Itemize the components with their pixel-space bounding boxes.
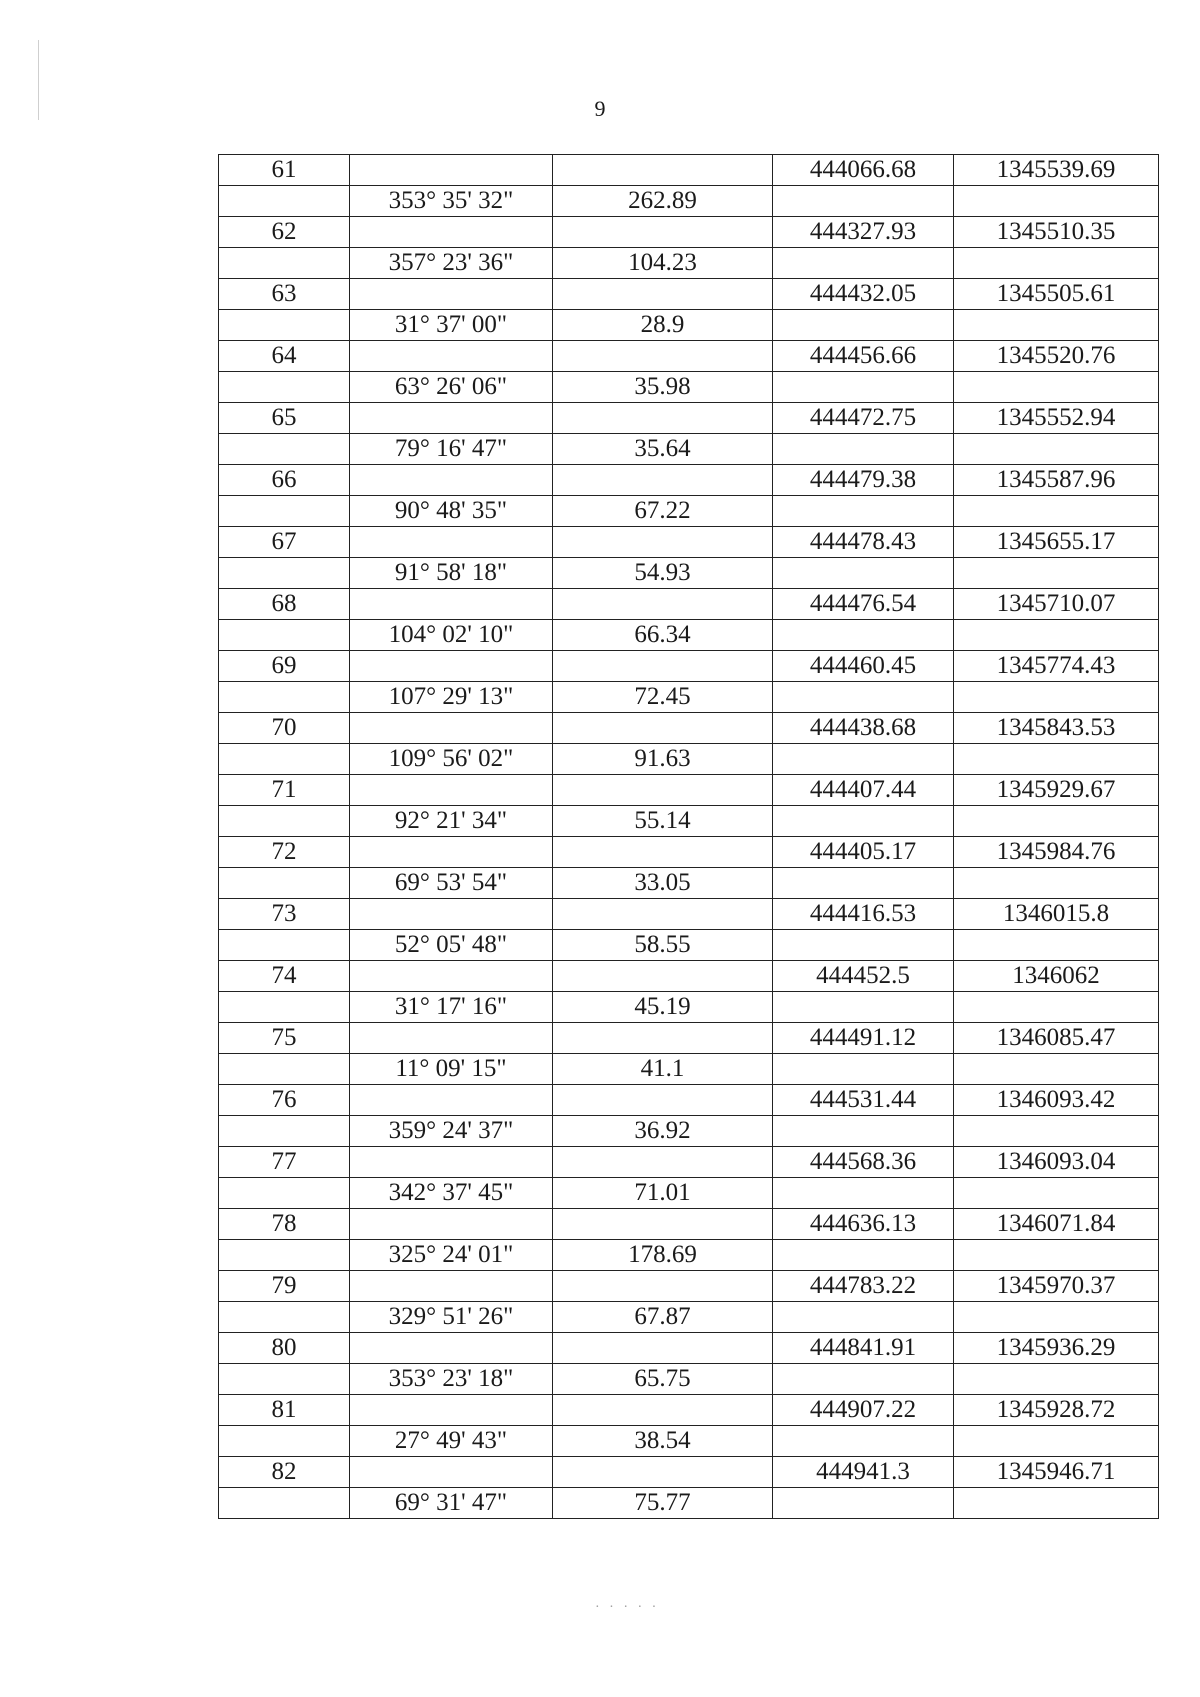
bearing-cell: 90° 48' 35"	[350, 496, 553, 527]
northing-cell: 444841.91	[773, 1333, 954, 1364]
easting-cell	[954, 434, 1159, 465]
bearing-cell: 353° 23' 18"	[350, 1364, 553, 1395]
table-row	[219, 1240, 1159, 1271]
station-cell	[219, 744, 350, 775]
easting-cell: 1345520.76	[954, 341, 1159, 372]
distance-cell	[553, 961, 773, 992]
table-row	[219, 1023, 1159, 1054]
distance-cell	[553, 1395, 773, 1426]
easting-cell	[954, 310, 1159, 341]
distance-cell	[553, 155, 773, 186]
table-row	[219, 806, 1159, 837]
easting-cell: 1345936.29	[954, 1333, 1159, 1364]
easting-cell: 1345655.17	[954, 527, 1159, 558]
northing-cell	[773, 682, 954, 713]
table-row	[219, 372, 1159, 403]
bearing-cell	[350, 1147, 553, 1178]
station-cell	[219, 1116, 350, 1147]
northing-cell	[773, 310, 954, 341]
table-row	[219, 496, 1159, 527]
bearing-cell	[350, 1271, 553, 1302]
northing-cell: 444438.68	[773, 713, 954, 744]
station-cell: 71	[219, 775, 350, 806]
distance-cell: 54.93	[553, 558, 773, 589]
bearing-cell: 52° 05' 48"	[350, 930, 553, 961]
bearing-cell	[350, 465, 553, 496]
easting-cell	[954, 1364, 1159, 1395]
distance-cell	[553, 1457, 773, 1488]
station-cell: 73	[219, 899, 350, 930]
scan-smudge: · · · · ·	[595, 1600, 660, 1615]
table-row	[219, 620, 1159, 651]
easting-cell	[954, 1302, 1159, 1333]
distance-cell	[553, 1333, 773, 1364]
station-cell	[219, 868, 350, 899]
bearing-cell	[350, 1395, 553, 1426]
station-cell	[219, 558, 350, 589]
station-cell	[219, 1302, 350, 1333]
table-row	[219, 434, 1159, 465]
table-row	[219, 403, 1159, 434]
station-cell: 68	[219, 589, 350, 620]
distance-cell	[553, 1147, 773, 1178]
distance-cell: 58.55	[553, 930, 773, 961]
bearing-cell	[350, 155, 553, 186]
station-cell	[219, 1178, 350, 1209]
northing-cell	[773, 558, 954, 589]
station-cell	[219, 1364, 350, 1395]
easting-cell: 1345510.35	[954, 217, 1159, 248]
station-cell: 78	[219, 1209, 350, 1240]
northing-cell	[773, 1488, 954, 1519]
northing-cell: 444479.38	[773, 465, 954, 496]
bearing-cell: 357° 23' 36"	[350, 248, 553, 279]
easting-cell: 1346085.47	[954, 1023, 1159, 1054]
easting-cell: 1345929.67	[954, 775, 1159, 806]
northing-cell	[773, 372, 954, 403]
bearing-cell	[350, 837, 553, 868]
distance-cell: 72.45	[553, 682, 773, 713]
table-row	[219, 837, 1159, 868]
distance-cell: 104.23	[553, 248, 773, 279]
northing-cell: 444452.5	[773, 961, 954, 992]
northing-cell	[773, 620, 954, 651]
station-cell	[219, 310, 350, 341]
table-row	[219, 1147, 1159, 1178]
distance-cell: 75.77	[553, 1488, 773, 1519]
northing-cell: 444491.12	[773, 1023, 954, 1054]
easting-cell	[954, 1116, 1159, 1147]
distance-cell: 66.34	[553, 620, 773, 651]
northing-cell: 444531.44	[773, 1085, 954, 1116]
station-cell: 76	[219, 1085, 350, 1116]
easting-cell: 1346062	[954, 961, 1159, 992]
northing-cell	[773, 1240, 954, 1271]
northing-cell: 444941.3	[773, 1457, 954, 1488]
station-cell: 82	[219, 1457, 350, 1488]
northing-cell: 444456.66	[773, 341, 954, 372]
station-cell	[219, 930, 350, 961]
northing-cell	[773, 1426, 954, 1457]
easting-cell	[954, 806, 1159, 837]
bearing-cell: 109° 56' 02"	[350, 744, 553, 775]
distance-cell: 38.54	[553, 1426, 773, 1457]
northing-cell	[773, 248, 954, 279]
table-row	[219, 713, 1159, 744]
coordinates-table	[218, 154, 1159, 1519]
station-cell	[219, 434, 350, 465]
northing-cell	[773, 1116, 954, 1147]
table-body	[219, 155, 1159, 1519]
northing-cell: 444432.05	[773, 279, 954, 310]
northing-cell: 444066.68	[773, 155, 954, 186]
distance-cell	[553, 465, 773, 496]
table-row	[219, 1302, 1159, 1333]
bearing-cell	[350, 899, 553, 930]
northing-cell: 444460.45	[773, 651, 954, 682]
distance-cell: 55.14	[553, 806, 773, 837]
easting-cell: 1345928.72	[954, 1395, 1159, 1426]
bearing-cell	[350, 341, 553, 372]
easting-cell	[954, 372, 1159, 403]
bearing-cell: 11° 09' 15"	[350, 1054, 553, 1085]
station-cell	[219, 496, 350, 527]
easting-cell	[954, 558, 1159, 589]
easting-cell: 1345774.43	[954, 651, 1159, 682]
easting-cell	[954, 682, 1159, 713]
table-row	[219, 186, 1159, 217]
distance-cell	[553, 1023, 773, 1054]
northing-cell	[773, 186, 954, 217]
bearing-cell: 353° 35' 32"	[350, 186, 553, 217]
northing-cell: 444636.13	[773, 1209, 954, 1240]
table-row	[219, 1426, 1159, 1457]
northing-cell	[773, 992, 954, 1023]
table-row	[219, 682, 1159, 713]
distance-cell: 67.22	[553, 496, 773, 527]
bearing-cell	[350, 403, 553, 434]
distance-cell	[553, 279, 773, 310]
bearing-cell: 342° 37' 45"	[350, 1178, 553, 1209]
table-row	[219, 310, 1159, 341]
station-cell: 62	[219, 217, 350, 248]
bearing-cell	[350, 1209, 553, 1240]
bearing-cell: 69° 31' 47"	[350, 1488, 553, 1519]
easting-cell	[954, 1426, 1159, 1457]
station-cell	[219, 620, 350, 651]
table-row	[219, 527, 1159, 558]
northing-cell: 444907.22	[773, 1395, 954, 1426]
station-cell	[219, 1054, 350, 1085]
easting-cell	[954, 620, 1159, 651]
distance-cell: 65.75	[553, 1364, 773, 1395]
table-row	[219, 155, 1159, 186]
station-cell	[219, 1426, 350, 1457]
bearing-cell	[350, 1085, 553, 1116]
station-cell	[219, 186, 350, 217]
table-row	[219, 1054, 1159, 1085]
easting-cell: 1345946.71	[954, 1457, 1159, 1488]
northing-cell	[773, 744, 954, 775]
bearing-cell: 27° 49' 43"	[350, 1426, 553, 1457]
easting-cell	[954, 930, 1159, 961]
bearing-cell	[350, 589, 553, 620]
northing-cell: 444478.43	[773, 527, 954, 558]
distance-cell: 28.9	[553, 310, 773, 341]
distance-cell	[553, 217, 773, 248]
distance-cell	[553, 1209, 773, 1240]
northing-cell	[773, 806, 954, 837]
bearing-cell: 79° 16' 47"	[350, 434, 553, 465]
page-number: 9	[594, 96, 606, 121]
bearing-cell	[350, 279, 553, 310]
table-row	[219, 961, 1159, 992]
station-cell: 64	[219, 341, 350, 372]
station-cell	[219, 992, 350, 1023]
distance-cell	[553, 713, 773, 744]
distance-cell: 262.89	[553, 186, 773, 217]
table-row	[219, 1488, 1159, 1519]
northing-cell: 444416.53	[773, 899, 954, 930]
table-row	[219, 1457, 1159, 1488]
table-row	[219, 1364, 1159, 1395]
distance-cell: 41.1	[553, 1054, 773, 1085]
bearing-cell: 329° 51' 26"	[350, 1302, 553, 1333]
easting-cell: 1345505.61	[954, 279, 1159, 310]
station-cell: 72	[219, 837, 350, 868]
easting-cell	[954, 868, 1159, 899]
bearing-cell: 69° 53' 54"	[350, 868, 553, 899]
northing-cell	[773, 1302, 954, 1333]
northing-cell	[773, 496, 954, 527]
northing-cell	[773, 1178, 954, 1209]
bearing-cell	[350, 713, 553, 744]
northing-cell: 444476.54	[773, 589, 954, 620]
table-row	[219, 1333, 1159, 1364]
easting-cell	[954, 1240, 1159, 1271]
station-cell: 75	[219, 1023, 350, 1054]
table-row	[219, 558, 1159, 589]
station-cell: 67	[219, 527, 350, 558]
table-row	[219, 1271, 1159, 1302]
easting-cell: 1345843.53	[954, 713, 1159, 744]
easting-cell	[954, 1054, 1159, 1085]
distance-cell: 36.92	[553, 1116, 773, 1147]
easting-cell: 1345710.07	[954, 589, 1159, 620]
bearing-cell: 107° 29' 13"	[350, 682, 553, 713]
bearing-cell	[350, 651, 553, 682]
station-cell: 66	[219, 465, 350, 496]
table-row	[219, 868, 1159, 899]
northing-cell: 444783.22	[773, 1271, 954, 1302]
table-row	[219, 248, 1159, 279]
station-cell	[219, 806, 350, 837]
station-cell: 69	[219, 651, 350, 682]
distance-cell	[553, 1085, 773, 1116]
distance-cell	[553, 403, 773, 434]
bearing-cell	[350, 527, 553, 558]
station-cell: 77	[219, 1147, 350, 1178]
distance-cell: 35.64	[553, 434, 773, 465]
station-cell	[219, 1240, 350, 1271]
table-row	[219, 217, 1159, 248]
easting-cell: 1346071.84	[954, 1209, 1159, 1240]
table-row	[219, 279, 1159, 310]
bearing-cell: 325° 24' 01"	[350, 1240, 553, 1271]
bearing-cell: 31° 37' 00"	[350, 310, 553, 341]
table-row	[219, 1395, 1159, 1426]
table-row	[219, 465, 1159, 496]
distance-cell: 91.63	[553, 744, 773, 775]
station-cell: 65	[219, 403, 350, 434]
distance-cell	[553, 837, 773, 868]
table-row	[219, 651, 1159, 682]
northing-cell: 444405.17	[773, 837, 954, 868]
station-cell: 79	[219, 1271, 350, 1302]
table-row	[219, 899, 1159, 930]
distance-cell	[553, 1271, 773, 1302]
easting-cell: 1345552.94	[954, 403, 1159, 434]
station-cell: 80	[219, 1333, 350, 1364]
easting-cell: 1346093.42	[954, 1085, 1159, 1116]
distance-cell	[553, 651, 773, 682]
bearing-cell	[350, 1333, 553, 1364]
distance-cell	[553, 899, 773, 930]
station-cell	[219, 682, 350, 713]
bearing-cell: 359° 24' 37"	[350, 1116, 553, 1147]
easting-cell	[954, 186, 1159, 217]
distance-cell	[553, 341, 773, 372]
station-cell: 74	[219, 961, 350, 992]
table-row	[219, 775, 1159, 806]
bearing-cell: 92° 21' 34"	[350, 806, 553, 837]
table-row	[219, 930, 1159, 961]
distance-cell	[553, 589, 773, 620]
table-row	[219, 1116, 1159, 1147]
northing-cell	[773, 868, 954, 899]
easting-cell	[954, 992, 1159, 1023]
distance-cell: 178.69	[553, 1240, 773, 1271]
easting-cell	[954, 496, 1159, 527]
table-row	[219, 744, 1159, 775]
easting-cell	[954, 248, 1159, 279]
distance-cell: 35.98	[553, 372, 773, 403]
easting-cell: 1346093.04	[954, 1147, 1159, 1178]
bearing-cell: 63° 26' 06"	[350, 372, 553, 403]
easting-cell: 1345539.69	[954, 155, 1159, 186]
station-cell: 81	[219, 1395, 350, 1426]
bearing-cell: 104° 02' 10"	[350, 620, 553, 651]
easting-cell	[954, 744, 1159, 775]
northing-cell	[773, 1364, 954, 1395]
easting-cell: 1345984.76	[954, 837, 1159, 868]
northing-cell	[773, 434, 954, 465]
northing-cell: 444568.36	[773, 1147, 954, 1178]
easting-cell: 1345970.37	[954, 1271, 1159, 1302]
table-row	[219, 992, 1159, 1023]
northing-cell: 444407.44	[773, 775, 954, 806]
northing-cell	[773, 1054, 954, 1085]
table-row	[219, 1209, 1159, 1240]
easting-cell: 1345587.96	[954, 465, 1159, 496]
distance-cell: 33.05	[553, 868, 773, 899]
station-cell: 63	[219, 279, 350, 310]
station-cell	[219, 248, 350, 279]
station-cell	[219, 1488, 350, 1519]
easting-cell	[954, 1178, 1159, 1209]
bearing-cell	[350, 961, 553, 992]
northing-cell: 444472.75	[773, 403, 954, 434]
table-row	[219, 1178, 1159, 1209]
bearing-cell: 31° 17' 16"	[350, 992, 553, 1023]
table-row	[219, 1085, 1159, 1116]
distance-cell: 71.01	[553, 1178, 773, 1209]
bearing-cell	[350, 1457, 553, 1488]
easting-cell: 1346015.8	[954, 899, 1159, 930]
station-cell: 61	[219, 155, 350, 186]
bearing-cell: 91° 58' 18"	[350, 558, 553, 589]
distance-cell: 67.87	[553, 1302, 773, 1333]
bearing-cell	[350, 1023, 553, 1054]
distance-cell	[553, 775, 773, 806]
distance-cell: 45.19	[553, 992, 773, 1023]
station-cell	[219, 372, 350, 403]
bearing-cell	[350, 217, 553, 248]
northing-cell: 444327.93	[773, 217, 954, 248]
station-cell: 70	[219, 713, 350, 744]
table-row	[219, 341, 1159, 372]
bearing-cell	[350, 775, 553, 806]
table-row	[219, 589, 1159, 620]
easting-cell	[954, 1488, 1159, 1519]
northing-cell	[773, 930, 954, 961]
distance-cell	[553, 527, 773, 558]
